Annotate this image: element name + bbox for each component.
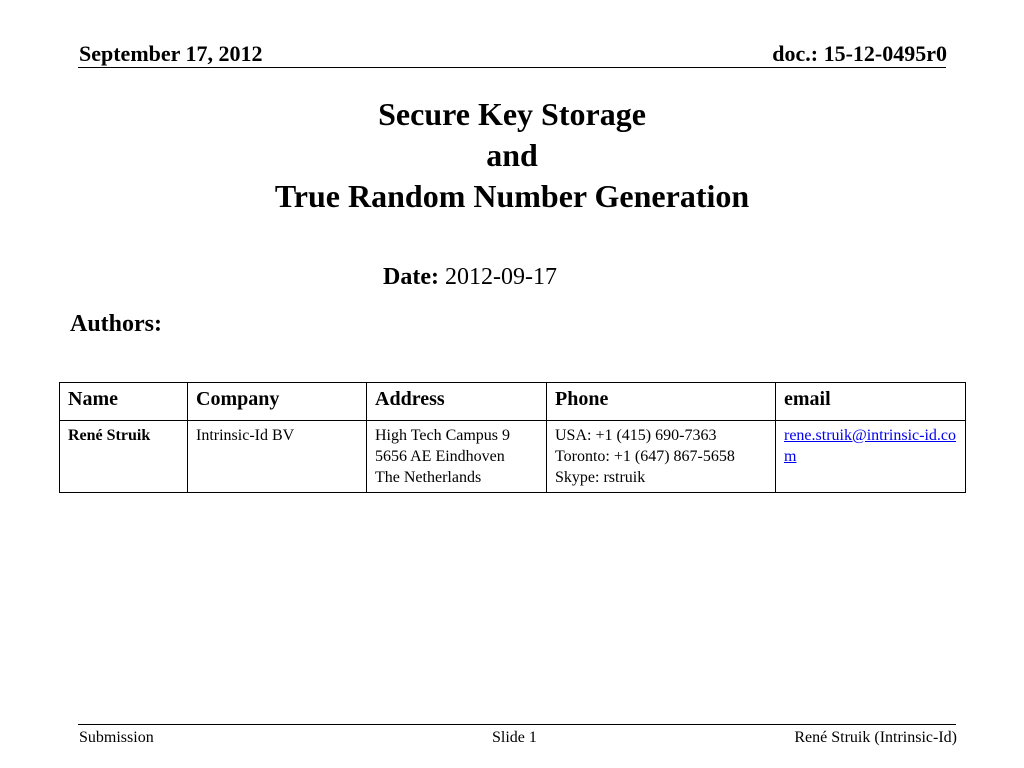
author-company: Intrinsic-Id BV [188,421,367,493]
author-name: René Struik [60,421,188,493]
phone-line: USA: +1 (415) 690-7363 [555,427,717,444]
author-phone [547,421,776,493]
footer-author: René Struik (Intrinsic-Id) [794,729,957,746]
title-line-3: True Random Number Generation [274,178,750,214]
header-doc-number: doc.: 15-12-0495r0 [772,41,947,66]
column-header-name: Name [60,383,188,421]
title-line-1: Secure Key Storage [378,96,646,132]
address-line: High Tech Campus 9 [375,427,511,444]
authors-label: Authors: [70,311,163,337]
address-line: The Netherlands [375,469,482,486]
column-header-email: email [776,383,966,421]
table-header-row [60,383,966,421]
column-header-address: Address [367,383,547,421]
table-row [60,421,966,493]
date-line [383,262,557,292]
address-line: 5656 AE Eindhoven [375,448,505,465]
footer-slide-number: Slide 1 [492,729,537,746]
footer-divider [78,724,956,725]
header-divider [78,67,946,68]
footer-submission: Submission [79,729,154,746]
phone-line: Toronto: +1 (647) 867-5658 [555,448,735,465]
slide-title [0,94,1024,217]
phone-line: Skype: rstruik [555,469,646,486]
author-email-link[interactable]: rene.struik@intrinsic-id.com [784,427,957,465]
author-address [367,421,547,493]
date-label: Date: [383,264,439,290]
column-header-phone: Phone [547,383,776,421]
column-header-company: Company [188,383,367,421]
title-line-2: and [486,137,538,173]
author-email-cell [776,421,966,493]
header-date: September 17, 2012 [79,41,263,66]
date-value: 2012-09-17 [444,264,557,290]
authors-table [59,382,966,493]
